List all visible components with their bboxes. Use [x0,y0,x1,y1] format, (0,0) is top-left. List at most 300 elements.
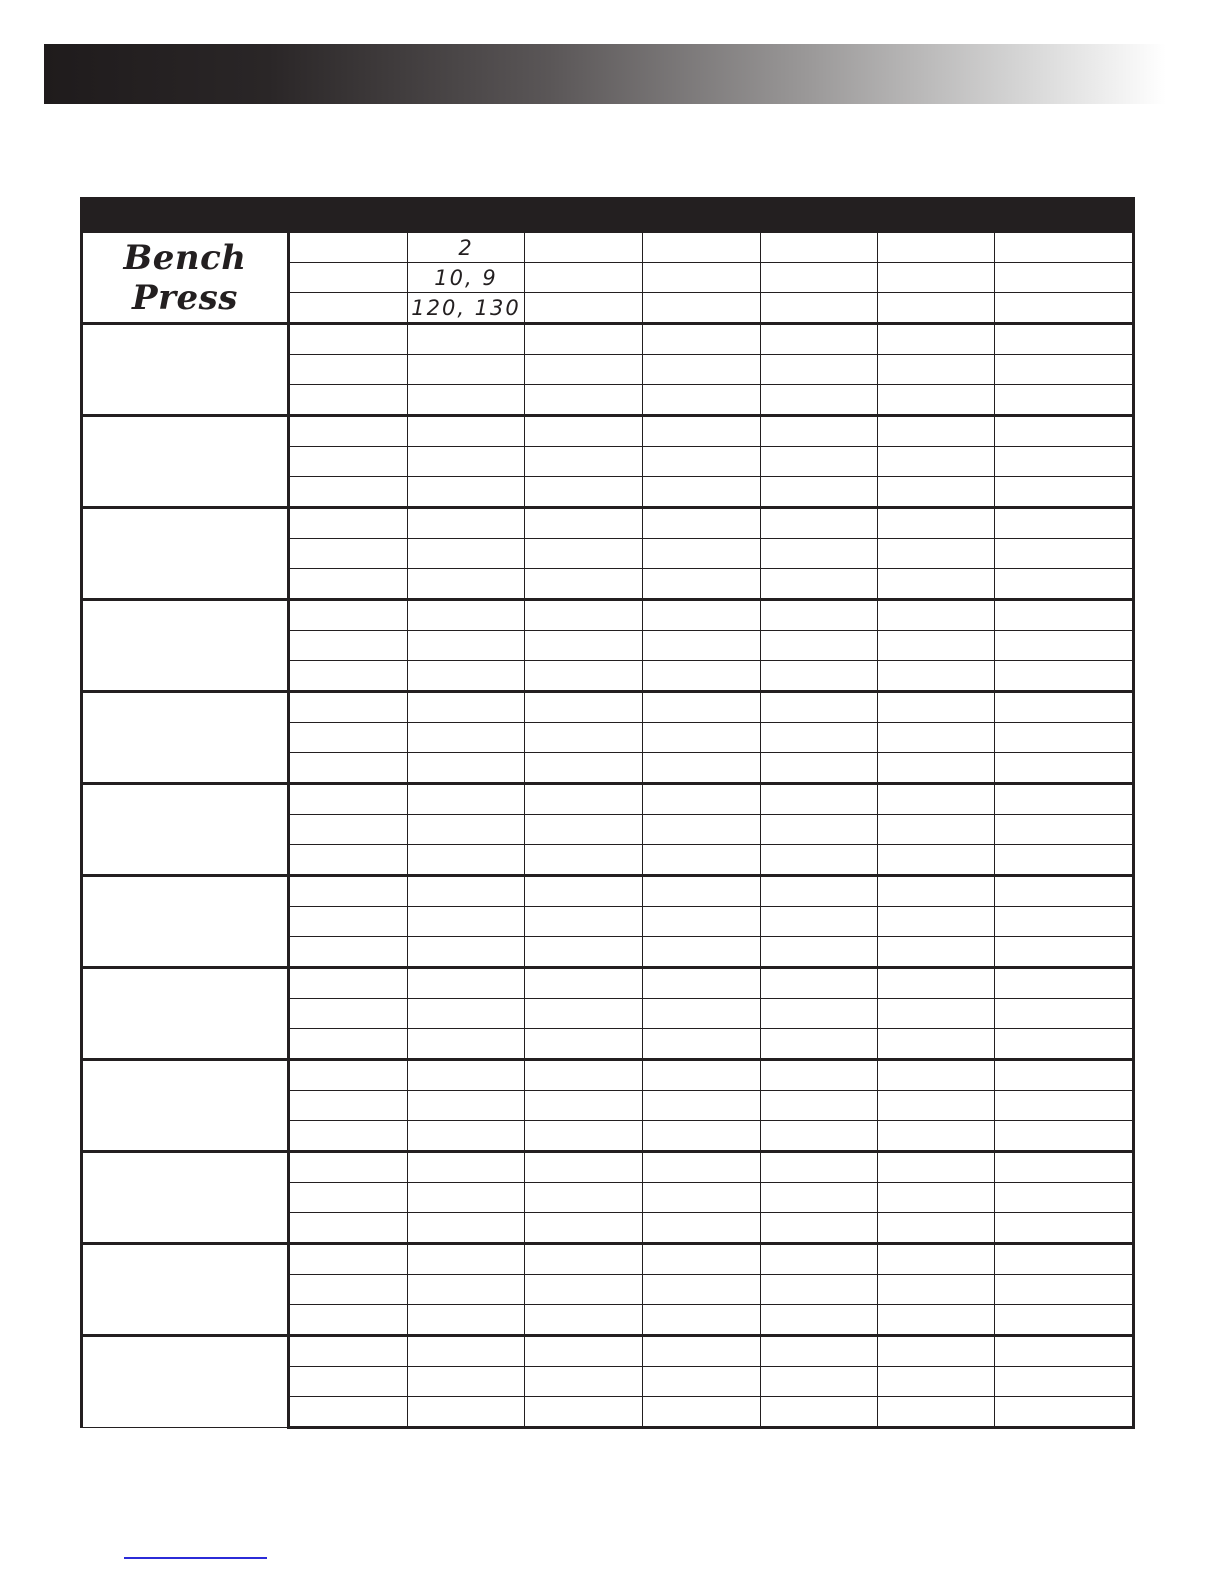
log-entry-cell[interactable] [289,845,408,876]
log-entry-cell[interactable] [289,1091,408,1121]
log-entry-cell[interactable] [878,416,995,447]
log-entry-cell[interactable] [525,845,643,876]
log-entry-cell[interactable] [643,385,761,416]
log-entry-cell[interactable] [878,569,995,600]
log-entry-cell[interactable] [289,539,408,569]
log-entry-cell[interactable] [643,600,761,631]
log-entry-cell[interactable] [761,600,878,631]
log-entry-cell[interactable] [995,508,1134,539]
log-entry-cell[interactable] [878,539,995,569]
log-entry-cell[interactable] [525,999,643,1029]
log-entry-cell[interactable] [878,999,995,1029]
log-entry-cell[interactable] [408,1183,525,1213]
table-header-bar [82,199,1134,232]
log-entry-cell[interactable] [643,1091,761,1121]
log-entry-cell[interactable] [878,784,995,815]
log-entry-cell[interactable] [289,631,408,661]
log-entry-cell[interactable] [525,631,643,661]
log-entry-cell[interactable] [408,293,525,324]
log-entry-cell[interactable] [761,1152,878,1183]
log-entry-cell[interactable] [525,1213,643,1244]
log-entry-cell[interactable] [289,661,408,692]
log-entry-cell[interactable] [761,447,878,477]
log-entry-cell[interactable] [878,723,995,753]
log-entry-cell[interactable] [995,661,1134,692]
log-entry-cell[interactable] [289,784,408,815]
log-entry-cell[interactable] [408,600,525,631]
log-entry-cell[interactable] [761,876,878,907]
log-entry-cell[interactable] [761,1091,878,1121]
log-entry-cell[interactable] [408,1336,525,1367]
log-entry-cell[interactable] [408,999,525,1029]
log-entry-cell[interactable] [289,263,408,293]
log-entry-cell[interactable] [643,784,761,815]
log-entry-cell[interactable] [761,355,878,385]
log-entry-cell[interactable] [525,508,643,539]
log-entry-cell[interactable] [761,539,878,569]
log-entry-cell[interactable] [995,1213,1134,1244]
log-entry-cell[interactable] [289,1029,408,1060]
log-entry-cell[interactable] [643,293,761,324]
table-row [82,1336,1134,1367]
log-entry-cell[interactable] [995,232,1134,263]
log-entry-cell[interactable] [408,1029,525,1060]
log-entry-cell[interactable] [289,1152,408,1183]
table-row [82,1152,1134,1183]
log-entry-cell[interactable] [643,753,761,784]
log-entry-cell[interactable] [408,1091,525,1121]
log-entry-cell[interactable] [525,1244,643,1275]
log-entry-cell[interactable] [761,263,878,293]
log-entry-cell[interactable] [289,937,408,968]
log-entry-cell[interactable] [289,569,408,600]
log-entry-cell[interactable] [995,968,1134,999]
log-entry-cell[interactable] [525,1091,643,1121]
exercise-name-cell[interactable] [82,1336,289,1428]
log-entry-cell[interactable] [995,1367,1134,1397]
log-entry-cell[interactable] [408,1305,525,1336]
log-entry-cell[interactable] [761,1305,878,1336]
log-entry-cell[interactable] [761,815,878,845]
log-entry-cell[interactable] [878,1397,995,1428]
log-entry-cell[interactable] [761,631,878,661]
log-entry-cell[interactable] [761,1397,878,1428]
exercise-name-cell[interactable] [82,416,289,508]
log-entry-cell[interactable] [995,1121,1134,1152]
log-entry-cell[interactable] [878,876,995,907]
log-entry-cell[interactable] [761,753,878,784]
log-entry-cell[interactable] [525,784,643,815]
log-entry-cell[interactable] [643,1367,761,1397]
log-entry-cell[interactable] [525,1121,643,1152]
log-entry-cell[interactable] [761,1244,878,1275]
log-entry-cell[interactable] [878,1029,995,1060]
log-entry-cell[interactable] [643,1336,761,1367]
log-entry-cell[interactable] [878,293,995,324]
log-entry-cell[interactable] [878,1060,995,1091]
log-entry-cell[interactable] [995,815,1134,845]
log-entry-cell[interactable] [289,1397,408,1428]
log-entry-cell[interactable] [761,385,878,416]
log-entry-cell[interactable] [408,784,525,815]
exercise-name-cell[interactable] [82,1060,289,1152]
log-entry-cell[interactable] [289,723,408,753]
log-entry-cell[interactable] [643,416,761,447]
log-entry-cell[interactable] [525,937,643,968]
log-entry-cell[interactable] [995,447,1134,477]
log-entry-cell[interactable] [289,324,408,355]
log-entry-cell[interactable] [643,232,761,263]
log-entry-cell[interactable] [995,416,1134,447]
log-entry-cell[interactable] [995,293,1134,324]
log-entry-cell[interactable] [289,1275,408,1305]
log-entry-cell[interactable] [525,907,643,937]
log-entry-cell[interactable] [643,477,761,508]
log-entry-cell[interactable] [878,447,995,477]
log-entry-cell[interactable] [995,907,1134,937]
log-entry-cell[interactable] [643,937,761,968]
log-entry-cell[interactable] [408,753,525,784]
log-entry-cell[interactable] [408,263,525,293]
log-entry-cell[interactable] [878,508,995,539]
log-entry-cell[interactable] [995,385,1134,416]
log-entry-cell[interactable] [878,845,995,876]
log-entry-cell[interactable] [643,1121,761,1152]
log-entry-cell[interactable] [643,631,761,661]
log-entry-cell[interactable] [878,937,995,968]
exercise-name-cell[interactable] [82,232,289,324]
log-entry-cell[interactable] [525,876,643,907]
exercise-name-cell[interactable] [82,1244,289,1336]
exercise-name-cell[interactable] [82,784,289,876]
log-entry-cell[interactable] [878,1336,995,1367]
log-entry-cell[interactable] [525,1275,643,1305]
table-row [82,600,1134,631]
log-entry-cell[interactable] [408,1213,525,1244]
log-entry-cell[interactable] [525,1183,643,1213]
log-entry-cell[interactable] [525,355,643,385]
log-entry-cell[interactable] [995,569,1134,600]
log-entry-cell[interactable] [408,1121,525,1152]
log-entry-cell[interactable] [408,631,525,661]
log-entry-cell[interactable] [761,1367,878,1397]
log-entry-cell[interactable] [289,1213,408,1244]
log-entry-cell[interactable] [525,1397,643,1428]
log-entry-cell[interactable] [995,324,1134,355]
log-entry-cell[interactable] [761,293,878,324]
log-entry-cell[interactable] [408,508,525,539]
log-entry-cell[interactable] [289,1367,408,1397]
log-entry-cell[interactable] [289,1244,408,1275]
log-entry-cell[interactable] [643,845,761,876]
footer-link-underline[interactable] [124,1557,267,1559]
log-entry-cell[interactable] [995,1091,1134,1121]
log-entry-cell[interactable] [289,447,408,477]
log-entry-cell[interactable] [878,1305,995,1336]
log-entry-cell[interactable] [761,1060,878,1091]
log-entry-cell[interactable] [408,1275,525,1305]
log-entry-cell[interactable] [995,784,1134,815]
log-entry-cell[interactable] [995,845,1134,876]
log-entry-cell[interactable] [995,539,1134,569]
log-entry-cell[interactable] [878,692,995,723]
log-entry-cell[interactable] [525,1336,643,1367]
log-entry-cell[interactable] [289,508,408,539]
log-entry-cell[interactable] [289,1336,408,1367]
log-entry-cell[interactable] [525,232,643,263]
log-entry-cell[interactable] [761,845,878,876]
log-entry-cell[interactable] [995,1152,1134,1183]
log-entry-cell[interactable] [761,784,878,815]
table-row [82,784,1134,815]
log-entry-cell[interactable] [289,1183,408,1213]
log-entry-cell[interactable] [878,385,995,416]
log-entry-cell[interactable] [643,907,761,937]
log-entry-cell[interactable] [525,385,643,416]
log-entry-cell[interactable] [995,1183,1134,1213]
log-entry-cell[interactable] [761,1029,878,1060]
log-entry-cell[interactable] [878,1152,995,1183]
log-entry-cell[interactable] [761,723,878,753]
log-entry-cell[interactable] [878,753,995,784]
log-entry-cell[interactable] [289,968,408,999]
log-entry-cell[interactable] [878,631,995,661]
log-entry-cell[interactable] [761,661,878,692]
log-entry-cell[interactable] [289,416,408,447]
exercise-name-cell[interactable] [82,508,289,600]
log-entry-cell[interactable] [408,723,525,753]
log-entry-cell[interactable] [761,508,878,539]
log-entry-cell[interactable] [408,477,525,508]
log-entry-cell[interactable] [995,1060,1134,1091]
header-gradient-band [44,44,1166,104]
log-entry-cell[interactable] [878,968,995,999]
log-entry-cell[interactable] [289,600,408,631]
log-entry-cell[interactable] [525,293,643,324]
log-entry-cell[interactable] [995,1275,1134,1305]
log-entry-cell[interactable] [525,477,643,508]
table-row [82,1244,1134,1275]
table-row [82,324,1134,355]
log-entry-cell[interactable] [878,263,995,293]
log-entry-text: 120, 130 [411,295,521,320]
log-entry-cell[interactable] [525,1060,643,1091]
log-entry-cell[interactable] [408,968,525,999]
log-entry-cell[interactable] [643,1183,761,1213]
log-entry-cell[interactable] [995,692,1134,723]
log-entry-cell[interactable] [408,569,525,600]
log-entry-cell[interactable] [995,477,1134,508]
log-entry-cell[interactable] [995,263,1134,293]
log-entry-cell[interactable] [289,385,408,416]
log-entry-cell[interactable] [761,1275,878,1305]
log-entry-cell[interactable] [643,324,761,355]
log-entry-cell[interactable] [761,232,878,263]
log-entry-cell[interactable] [761,416,878,447]
log-entry-cell[interactable] [289,1305,408,1336]
log-entry-cell[interactable] [643,661,761,692]
log-entry-cell[interactable] [761,1121,878,1152]
log-entry-cell[interactable] [878,1091,995,1121]
exercise-name-cell[interactable] [82,600,289,692]
log-entry-cell[interactable] [525,692,643,723]
log-entry-cell[interactable] [289,692,408,723]
log-entry-cell[interactable] [878,1183,995,1213]
log-entry-cell[interactable] [289,815,408,845]
log-entry-cell[interactable] [525,324,643,355]
log-entry-cell[interactable] [643,1275,761,1305]
log-entry-cell[interactable] [643,999,761,1029]
log-entry-cell[interactable] [525,1305,643,1336]
log-entry-cell[interactable] [289,293,408,324]
log-entry-cell[interactable] [761,477,878,508]
log-entry-cell[interactable] [878,477,995,508]
log-entry-cell[interactable] [995,1244,1134,1275]
log-entry-cell[interactable] [525,1152,643,1183]
log-entry-cell[interactable] [408,385,525,416]
log-entry-cell[interactable] [995,1305,1134,1336]
log-entry-cell[interactable] [995,631,1134,661]
log-entry-cell[interactable] [878,1367,995,1397]
log-entry-cell[interactable] [643,815,761,845]
log-entry-cell[interactable] [525,661,643,692]
log-entry-cell[interactable] [408,355,525,385]
log-entry-cell[interactable] [643,1152,761,1183]
log-entry-cell[interactable] [761,569,878,600]
log-entry-cell[interactable] [289,1121,408,1152]
log-entry-cell[interactable] [643,1305,761,1336]
log-entry-cell[interactable] [878,661,995,692]
log-entry-cell[interactable] [408,692,525,723]
log-entry-cell[interactable] [878,355,995,385]
log-entry-cell[interactable] [761,1183,878,1213]
log-entry-cell[interactable] [643,723,761,753]
log-entry-cell[interactable] [878,1275,995,1305]
log-entry-cell[interactable] [643,1213,761,1244]
log-entry-cell[interactable] [289,477,408,508]
log-entry-cell[interactable] [408,1367,525,1397]
log-entry-cell[interactable] [408,815,525,845]
log-entry-cell[interactable] [525,569,643,600]
log-entry-cell[interactable] [643,1397,761,1428]
log-entry-cell[interactable] [525,753,643,784]
log-entry-cell[interactable] [995,1336,1134,1367]
log-entry-cell[interactable] [643,539,761,569]
log-entry-cell[interactable] [408,845,525,876]
log-entry-cell[interactable] [878,232,995,263]
log-entry-cell[interactable] [995,1029,1134,1060]
log-entry-cell[interactable] [525,263,643,293]
log-entry-cell[interactable] [289,232,408,263]
log-entry-cell[interactable] [289,355,408,385]
log-entry-cell[interactable] [525,447,643,477]
log-entry-cell[interactable] [289,1060,408,1091]
log-entry-cell[interactable] [761,999,878,1029]
log-entry-cell[interactable] [643,876,761,907]
log-entry-cell[interactable] [408,1397,525,1428]
log-entry-cell[interactable] [408,324,525,355]
log-entry-cell[interactable] [525,539,643,569]
log-entry-cell[interactable] [525,416,643,447]
log-entry-cell[interactable] [995,753,1134,784]
log-entry-cell[interactable] [408,1152,525,1183]
log-entry-cell[interactable] [525,1367,643,1397]
log-entry-cell[interactable] [878,1213,995,1244]
log-entry-cell[interactable] [643,1244,761,1275]
log-entry-cell[interactable] [643,569,761,600]
log-entry-cell[interactable] [995,876,1134,907]
log-entry-cell[interactable] [761,692,878,723]
log-entry-cell[interactable] [408,661,525,692]
log-entry-cell[interactable] [525,968,643,999]
log-entry-cell[interactable] [878,600,995,631]
log-entry-cell[interactable] [643,263,761,293]
log-entry-cell[interactable] [761,1213,878,1244]
log-entry-cell[interactable] [643,508,761,539]
log-entry-cell[interactable] [643,1060,761,1091]
log-entry-cell[interactable] [408,876,525,907]
log-entry-cell[interactable] [643,1029,761,1060]
log-entry-cell[interactable] [878,815,995,845]
exercise-name-cell[interactable] [82,324,289,416]
log-entry-cell[interactable] [408,1244,525,1275]
log-entry-cell[interactable] [408,232,525,263]
exercise-name-cell[interactable] [82,876,289,968]
log-entry-cell[interactable] [995,1397,1134,1428]
log-entry-cell[interactable] [289,876,408,907]
log-entry-cell[interactable] [289,907,408,937]
log-entry-cell[interactable] [525,1029,643,1060]
log-entry-cell[interactable] [408,539,525,569]
table-row [82,232,1134,263]
log-entry-cell[interactable] [995,355,1134,385]
exercise-name-cell[interactable] [82,968,289,1060]
log-entry-cell[interactable] [408,907,525,937]
log-entry-cell[interactable] [408,416,525,447]
log-entry-cell[interactable] [878,907,995,937]
log-entry-cell[interactable] [761,907,878,937]
log-entry-cell[interactable] [761,968,878,999]
exercise-name-cell[interactable] [82,692,289,784]
log-entry-cell[interactable] [761,1336,878,1367]
log-entry-cell[interactable] [289,999,408,1029]
log-entry-cell[interactable] [643,692,761,723]
log-entry-cell[interactable] [525,723,643,753]
log-entry-cell[interactable] [995,937,1134,968]
log-entry-cell[interactable] [525,815,643,845]
log-entry-cell[interactable] [878,1244,995,1275]
log-entry-cell[interactable] [408,1060,525,1091]
log-entry-cell[interactable] [643,355,761,385]
log-entry-cell[interactable] [525,600,643,631]
log-entry-cell[interactable] [995,999,1134,1029]
log-entry-cell[interactable] [995,600,1134,631]
log-entry-cell[interactable] [761,937,878,968]
log-entry-cell[interactable] [408,447,525,477]
table-row [82,1060,1134,1091]
log-entry-cell[interactable] [761,324,878,355]
log-entry-cell[interactable] [289,753,408,784]
log-entry-cell[interactable] [878,324,995,355]
log-entry-cell[interactable] [643,447,761,477]
exercise-name-cell[interactable] [82,1152,289,1244]
log-entry-cell[interactable] [878,1121,995,1152]
table-row [82,692,1134,723]
exercise-name-text: Press [132,277,238,318]
log-entry-cell[interactable] [995,723,1134,753]
log-entry-cell[interactable] [408,937,525,968]
log-entry-cell[interactable] [643,968,761,999]
